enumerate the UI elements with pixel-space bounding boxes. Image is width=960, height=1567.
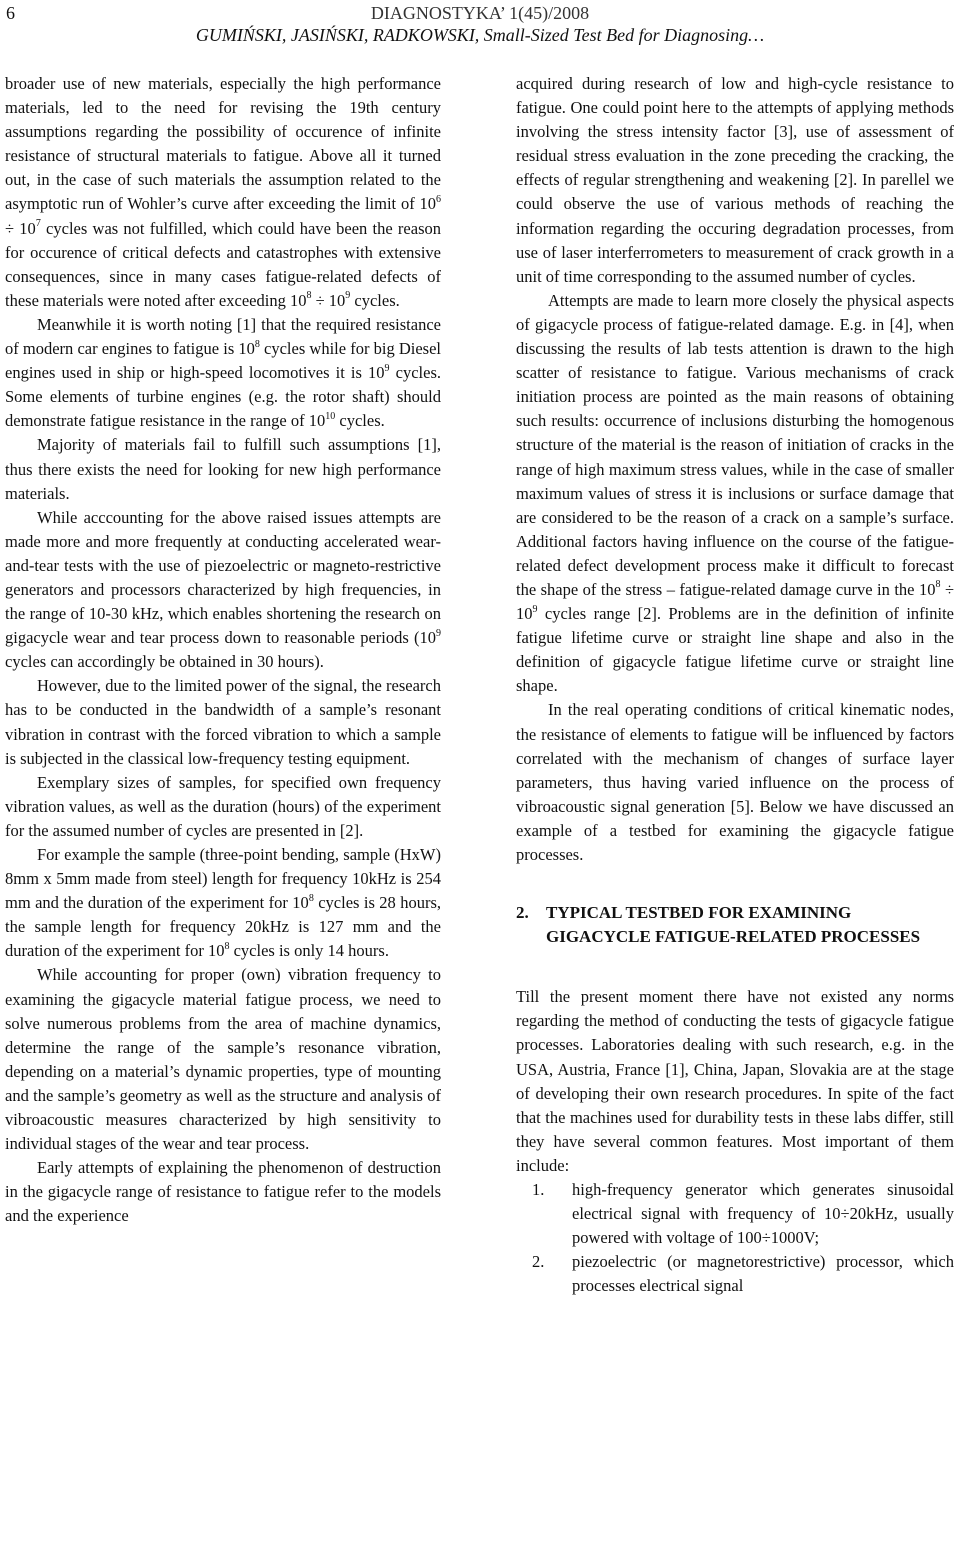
paragraph: Attempts are made to learn more closely the physical aspects of gigacycle process of fatigue-related damage. E.g. in [4], when discussing the results of lab tests attention is drawn to the high scatter of resistance to fatigue. Various mechanisms of crack initiation process are pointed as the main reasons of obtaining such results: occurrence of inclusions disturbing the homogenous structure of the material is the reason of initiation of cracks in the range of high maximum stress values, while in the case of smaller maximum values of stress it is inclusions or surface damage that are considered to be the reason of a crack on a sample’s surface. Additional factors having influence on the course of the fatigue-related defect development process make it difficult to forecast the shape of the stress – fatigue-related damage curve in the $10^8 \div 10^9$ cycles range [2]. Problems are in the definition of infinite fatigue lifetime curve or straight line shape and also in the definition of gigacycle fatigue lifetime curve or straight line shape. bbox=[516, 290, 955, 696]
section-title: TYPICAL TESTBED FOR EXAMINING GIGACYCLE FATIGUE-RELATED PROCESSES bbox=[546, 903, 921, 947]
list-item bbox=[516, 1250, 954, 1298]
paragraph: For example the sample (three-point bending, sample (HxW) 8mm x 5mm made from steel) length for frequency 10kHz is 254 mm and the duration of the experiment for $10^8$ cycles is 28 hours, the sample length for frequency 20kHz is 127 mm and the duration of the experiment for $10^8$ cycles is only 14 hours. bbox=[5, 845, 441, 961]
paragraph: In the real operating conditions of critical kinematic nodes, the resistance of elements to fatigue will be influenced by factors correlated with the mechanism of changes of surface layer parameters, thus having varied influence on the process of vibroacoustic signal generation [5]. Below we have discussed an example of a testbed for examining the gigacycle fatigue processes. bbox=[516, 700, 954, 864]
paragraph: Majority of materials fail to fulfill such assumptions [1], thus there exists the need for looking for new high performance materials. bbox=[5, 435, 441, 503]
page-number: 6 bbox=[6, 3, 15, 23]
numbered-list bbox=[516, 1178, 954, 1298]
list-number: 1. bbox=[532, 1180, 545, 1200]
paragraph: acquired during research of low and high-cycle resistance to fatigue. One could point here to the attempts of applying methods involving the stress intensity factor [3], use of assessment of residual stress evaluation in the zone preceding the cracking, the effects of regular strengthening and weakening [2]. In parellel we could observe the use of various methods of reaching the information regarding the occuring degradation processes, from use of laser interferrometers to measurement of crack growth in a unit of time corresponding to the assumed number of cycles. bbox=[516, 74, 954, 286]
list-item bbox=[516, 1178, 954, 1250]
section-heading bbox=[516, 901, 954, 949]
paragraph: While accounting for proper (own) vibration frequency to examining the gigacycle material fatigue process, we need to solve numerous problems from the area of machine dynamics, determine the range of the sample’s resonance vibration, depending on a material’s dynamic properties, type of mounting and the sample’s geometry as well as the structure and analysis of vibroacoustic measures characterized by high sensitivity to individual stages of the wear and tear process. bbox=[5, 965, 441, 1154]
paragraph: Early attempts of explaining the phenomenon of destruction in the gigacycle range of resistance to fatigue refer to the models and the experience bbox=[5, 1158, 441, 1226]
paragraph: Meanwhile it is worth noting [1] that the required resistance of modern car engines to fatigue is $10^8$ cycles while for big Diesel engines used in ship or high-speed locomotives it is $10^9$ cycles. Some elements of turbine engines (e.g. the rotor shaft) should demonstrate fatigue resistance in the range of $10^{10}$ cycles. bbox=[5, 314, 441, 431]
article-running-title: GUMIŃSKI, JASIŃSKI, RADKOWSKI, Small-Sized Test Bed for Diagnosing… bbox=[195, 25, 765, 45]
section-number: 2. bbox=[516, 903, 529, 923]
list-text: piezoelectric (or magnetorestrictive) processor, which processes electrical signal bbox=[572, 1252, 954, 1296]
paragraph: broader use of new materials, especially the high performance materials, led to the need for revising the 19th century assumptions regarding the possibility of occurence of infinite resistance of structural materials to fatigue. Above all it turned out, in the case of such materials the assumption related to the asymptotic run of Wohler’s curve after exceeding the limit of $10^6 \div 10^7$ cycles was not fulfilled, which could have been the reason for occurence of critical defects and catastrophes with extensive consequences, since in many cases fatigue-related defects of these materials were noted after exceeding $10^8 \div 10^9$ cycles. bbox=[5, 74, 441, 310]
paragraph: However, due to the limited power of the signal, the research has to be conducted in the bandwidth of a sample’s resonant vibration in contrast with the forced vibration to which a sample is subjected in the classical low-frequency testing equipment. bbox=[5, 676, 441, 768]
running-head bbox=[0, 2, 960, 46]
right-column bbox=[516, 72, 954, 1299]
paragraph: While acccounting for the above raised issues attempts are made more and more frequently at conducting accelerated wear-and-tear tests with the use of piezoelectric or magneto-restrictive generators and processors characterized by high frequencies, in the range of 10-30 kHz, which enables shortening the research on gigacycle wear and tear process down to reasonable periods ($10^9$ cycles can accordingly be obtained in 30 hours). bbox=[5, 507, 441, 672]
list-number: 2. bbox=[532, 1252, 545, 1272]
journal-title: DIAGNOSTYKA’ 1(45)/2008 bbox=[370, 3, 590, 23]
paragraph: Exemplary sizes of samples, for specified own frequency vibration values, as well as the duration (hours) of the experiment for the assumed number of cycles are presented in [2]. bbox=[5, 772, 441, 840]
left-column bbox=[5, 72, 441, 1229]
list-text: high-frequency generator which generates sinusoidal electrical signal with frequency of 10÷20kHz, usually powered with voltage of 100÷1000V; bbox=[572, 1180, 954, 1248]
paragraph: Till the present moment there have not existed any norms regarding the method of conducting the tests of gigacycle fatigue processes. Laboratories dealing with such research, e.g. in the USA, Austria, France [1], China, Japan, Slovakia are at the stage of developing their own research procedures. In spite of the fact that the machines used for durability tests in these labs differ, still they have several common features. Most important of them include: bbox=[516, 987, 954, 1175]
